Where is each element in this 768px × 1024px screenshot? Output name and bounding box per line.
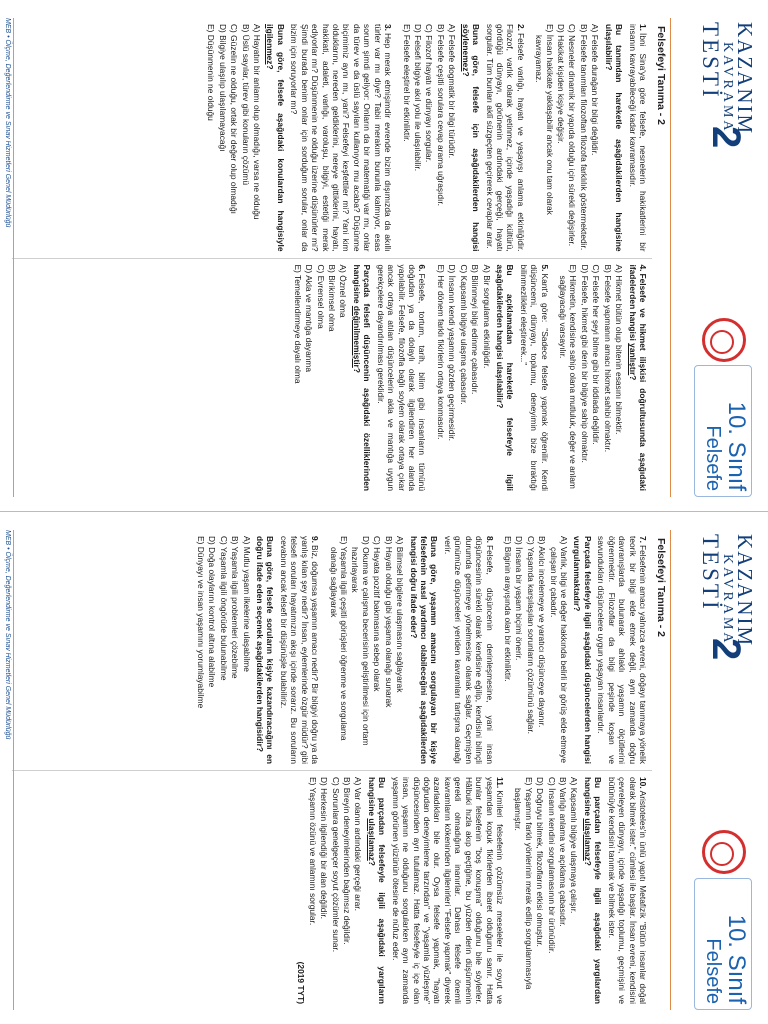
question-7 (503, 536, 648, 764)
question-number: 3. (383, 24, 394, 31)
answer-option[interactable]: A) Var olanın ardındaki gerçeği arar. (353, 777, 364, 911)
passage-text: Felsefenin amacı yalnızca evreni, doğayı tanımaya yönelik teorik bir bilgi elde etmek değil, aynı zamanda doğru davranışlarda bulunarak ahlaklı yaşamın ölçütlerini öğrenmektir. Filozoflar da bilgi peşinde koşan ve savundukları düşüncelere uygun yaşayan insanlardır. (596, 536, 648, 764)
answer-option[interactable]: C) Hayata pozitif bakmasına sebep olarak (372, 536, 383, 692)
passage-text: Felsefe varlığı, hayatı ve yaşayışı anlama etkinliğidir. Filozof, varlık olarak yetinmez, içinde yaşadığı kültürü, gördüğü dünyayı, görünenin ardındaki gerçeği, hayatı sorgular. Tüm bunları aklî süzgeçten geçirerek cevaplar arar. (484, 24, 526, 252)
question-5 (435, 265, 549, 492)
answer-option[interactable]: E) Hikmetin, kendisine sahip olana mutluluk, değer ve anlam sağlayacağı varsayılır. (558, 264, 579, 489)
answer-options (435, 265, 491, 492)
stem-text: Buna göre, felsefe soruların kişiye kazandıracağını en doğru ifade eden seçenek aşağıdakilerden hangisidir? (255, 536, 276, 764)
passage-text: Biz, doğumsa yaşamın amacı nedir? Bir bilgiyi doğru ya da yanlış kılan şey nedir? İnsan, eylemlerinde özgür müdür? gibi felsefi soruları hayatımızın akışı içinde sorarız. Bu soruların cevabını ancak felsefi bir düşünüşle bulabiliriz. (278, 536, 321, 764)
logo-line-1: KAZANIM (733, 22, 757, 136)
test-title: Felsefeyi Tanıma - 2 (655, 538, 667, 638)
stem-emphasis: yanlıştır (627, 343, 638, 376)
question-number: 4. (638, 264, 648, 272)
answer-option[interactable]: C) Sorunlara genelgeçer soyut çözümler sunar. (330, 777, 341, 953)
question-passage (484, 24, 526, 252)
answer-option[interactable]: C) İnsanın kendini sorgulamasının bir ürünüdür. (546, 777, 557, 954)
stem-text: Bu açıklamadan hareketle felsefeyle ilgili aşağıdakilerden hangisi ulaşılabilir? (494, 264, 516, 491)
kazanim-kavrama-testi-logo (680, 534, 757, 684)
grade-label (702, 402, 748, 491)
logo-number: 2 (704, 638, 748, 661)
question-number: 8. (484, 536, 495, 543)
answer-option[interactable]: D) Okuma ve çalışma becerisinin geliştirilmesi için ortam hazırlayarak (350, 536, 371, 746)
logo-line-2: KAVRAMA (720, 554, 736, 646)
answer-option[interactable]: A) Kapsamlı bilgiye ulaşmaya çalışır. (569, 777, 580, 914)
question-3 (206, 24, 393, 252)
answer-option[interactable]: B) Birikimsel olma (327, 264, 338, 332)
question-passage (596, 536, 648, 764)
answer-option[interactable]: B) Bilinmeyi bilgi edinme çabasıdır. (470, 264, 481, 395)
stem-text: Parçada felsefi düşüncenin aşağıdaki özelliklerinden hangisine (351, 264, 373, 491)
answer-option[interactable]: A) Felsefe durağan bir bilgi değildir. (590, 24, 601, 156)
answer-options (196, 536, 252, 764)
answer-option[interactable]: C) Felsefe her şeyi bilme gibi bir iddiada değildir. (591, 264, 602, 445)
stem-text: Felsefe ve hikmet ilişkisi doğrultusunda aşağıdaki ifadelerden hangisi (627, 264, 648, 491)
answer-options (307, 777, 363, 1004)
meb-seal-icon (702, 830, 746, 874)
question-passage (375, 265, 427, 492)
question-passage (390, 777, 505, 1004)
answer-option[interactable]: C) Yaşamla ilgili öngörüde bulunabilme (218, 536, 229, 681)
answer-option[interactable]: D) Felsefi bilgiye akıl yolu ile ulaşılabilir. (412, 24, 423, 172)
logo-number: 2 (704, 126, 748, 149)
answer-option[interactable]: D) Doğa olaylarını kontrol altına alabilme (207, 536, 218, 688)
answer-option[interactable]: C) Filozof hayatı ve dünyayı sorgular. (424, 24, 435, 163)
stem-emphasis: ulaşılamaz (366, 818, 377, 861)
answer-options (503, 536, 570, 764)
stem-emphasis: ulaşılamaz (582, 818, 593, 861)
answer-option[interactable]: C) Kapsamlı bilgiye ulaşma çabasıdır. (458, 264, 469, 405)
stem-text: ? (366, 860, 377, 866)
passage-text: Kant'a göre: "Sadece felsefe yapmak öğrenilir. Kendi düşüncemi, dünyayı, toplumu, deneyimin bize bıraktığı bilinmezlikleri eleştirerek..." (518, 264, 550, 491)
question-stem (603, 24, 624, 252)
passage-text: Hep merak etmişimdir evrende bizim dışımızda da akıllı türler var mı diye? Tabii merakım bununla kalmıyor, esas sorum şimdi geliyor: Onların da bir matematiği var mı, onlar da türev ve da üslü sayıları kullanıyor mu acaba? Düşünme biçimimiz aynı mı, yani? Felsefeyi keşfettiler mi? Yani kim olduklarını, nereden geldiklerini, nereye gittiklerini, hayatı, hakikati, adaleti, varlığı, varoluşu, bilgiyi, estetiği merak ediyorlar mı? Düşünmenin ne olduğu üzerine düşünürler mi? Şimdi burada benim onlar için sorduğum sorular, onlar da bizim için soruyorlar mı? (289, 24, 394, 252)
answer-option[interactable]: D) İnsanın kendi yaşamını gözden geçirmesidir. (447, 264, 458, 441)
question-number: 11. (494, 777, 505, 789)
stem-text: ? (351, 367, 362, 373)
answer-option[interactable]: B) Felsefe yapmanın amacı hikmet sahibi olmaktır. (602, 264, 613, 453)
page-footer: MEB • Ölçme, Değerlendirme ve Sınav Hizmetleri Genel Müdürlüğü (4, 18, 14, 497)
question-11 (296, 777, 505, 1004)
stem-text: ? (460, 71, 471, 77)
question-number: 10. (638, 777, 648, 789)
question-number: 9. (310, 536, 321, 543)
question-8 (328, 536, 494, 764)
answer-option[interactable]: A) Mutlu yaşam ilkelerine ulaşabilme (241, 536, 252, 672)
stem-text: ? (627, 375, 638, 381)
question-passage (518, 265, 549, 492)
question-stem (582, 777, 603, 1004)
answer-option[interactable]: E) Her dönem farklı fikirlerin ortaya konmasıdır. (435, 264, 446, 440)
question-1 (534, 24, 648, 252)
answer-option[interactable]: D) Felsefe, hikmet gibi derin bir bilgiye sahip olmaktır. (579, 264, 590, 463)
answer-option[interactable]: A) Hikmet bütün olup bitenin esasını bilmektir. (614, 264, 625, 435)
answer-option[interactable]: E) Yaşamın özünü ve anlamını sorgular. (307, 777, 318, 926)
answer-options (401, 24, 457, 252)
answer-option[interactable]: C) Güzelin ne olduğu, ortak bir değer olup olmadığı (229, 24, 240, 214)
question-stem (351, 265, 372, 492)
answer-option[interactable]: A) Bilimsel bilgilere ulaşmasını sağlayarak (395, 536, 406, 693)
passage-text: Felsefe, düşüncenin derinleşmesine, yani insan düşüncesinin sürekli olarak kendisine eğilip, kendisini bilinçli durumda getirmeye yönelmesine olanak sağlar. Geçmişten günümüze düşünceleri yeniden kavramları tartışma olanağı verir. (442, 536, 495, 764)
answer-option[interactable]: D) Herkesin ilgilendiği bir alan değildir. (319, 777, 330, 919)
kazanim-kavrama-testi-logo (680, 22, 757, 172)
answer-option[interactable]: C) Nesneler dinamik bir yapıda olduğu için sürekli değişirler. (567, 24, 578, 247)
passage-text: İbni Sina'ya göre felsefe, nesnelerin hakikatlerini bir insanın kavrayabileceği kadar kavramasıdır. (627, 24, 648, 252)
grade-label (702, 915, 748, 1004)
answer-option[interactable]: B) Varlığı anlama ve açıklama çabasıdır. (558, 777, 569, 927)
answer-option[interactable]: B) Bireyin deneyimlerinden bağımsız değildir. (342, 777, 353, 945)
stem-text: Bu tanımdan hareketle aşağıdakilerden hangisine ulaşılabilir? (603, 24, 625, 252)
stem-emphasis: değinilmemiştir (351, 305, 362, 368)
answer-options (558, 265, 625, 492)
answer-option[interactable]: A) Varlık, bilgi ve değer hakkında belirli bir görüş elde etmeye çalışan bir çabadır. (548, 536, 570, 764)
answer-option[interactable]: B) Hayatı olduğu gibi yaşama olanağı sunarak (383, 536, 394, 708)
question-10 (513, 777, 648, 1004)
stem-text: ? (582, 860, 593, 866)
answer-option[interactable]: D) Bilgiye ulaşılıp ulaşılamayacağı (217, 24, 228, 152)
answer-option[interactable]: E) İnsan hakikate yaklaşabilir ancak onu tam olarak kavrayamaz. (534, 24, 555, 215)
page-2 (0, 512, 768, 1024)
answer-options (292, 265, 348, 492)
question-9 (196, 536, 321, 764)
answer-option[interactable]: E) Felsefe eleştirel bir etkinliktir. (401, 24, 412, 142)
answer-options (328, 536, 405, 764)
stem-text: Bu parçadan felsefeyle ilgili aşağıdaki yargıların hangisine (366, 777, 388, 1004)
question-stem (255, 536, 276, 764)
test-title: Felsefeyi Tanıma - 2 (655, 26, 667, 126)
answer-options (206, 24, 262, 252)
question-6 (292, 265, 427, 492)
question-passage (289, 24, 393, 252)
question-stem (627, 265, 648, 492)
stem-emphasis: söylenemez (460, 24, 471, 72)
question-number: 7. (638, 536, 648, 543)
stem-text: Buna göre, felsefe için aşağıdakilerden hangisi (471, 24, 482, 252)
question-number: 6. (417, 264, 428, 272)
answer-option[interactable]: B) Felsefe çeşitli sorulara cevap arama uğraşıdır. (435, 24, 446, 207)
answer-option[interactable]: E) Dünyayı ve insan yaşamını yorumlayabilme (195, 536, 206, 709)
page-header (670, 18, 758, 497)
answer-option[interactable]: C) Evrensel olma (315, 264, 326, 329)
page-footer: MEB • Ölçme, Değerlendirme ve Sınav Hizmetleri Genel Müdürlüğü (4, 530, 14, 1010)
subject-text: Felsefe (702, 938, 724, 1004)
answer-option[interactable]: A) Felsefe dogmatik bir bilgi türüdür. (447, 24, 458, 159)
stem-text: Parçada felsefeyle ilgili aşağıdaki düşüncelerden hangisi vurgulanmaktadır? (572, 536, 593, 764)
stem-text: Buna göre, yaşamın amacını sorgulayan bir kişiye felsefenin nasıl yardımcı olabileceğini aşağıdakilerden hangisi doğru ifade eder? (408, 536, 440, 764)
meb-seal-icon (702, 318, 746, 362)
stem-text: Bu parçadan felsefeyle ilgili aşağıdaki yargılardan hangisine (582, 777, 604, 1004)
question-stem (408, 536, 439, 764)
question-number: 1. (638, 24, 648, 31)
logo-line-2: KAVRAMA (720, 42, 736, 134)
question-citation: (2019 TYT) (296, 961, 307, 1004)
answer-option[interactable]: D) Hakikat kişiden kişiye değişir. (556, 24, 567, 144)
answer-options (534, 24, 601, 252)
answer-option[interactable]: D) İnsana bir yaşam biçimi önerir. (514, 536, 525, 661)
answer-option[interactable]: A) Hayatın bir anlamı olup olmadığı, varsa ne olduğu (252, 24, 263, 220)
question-passage (627, 24, 648, 252)
stem-emphasis: ilgilenmez (265, 24, 276, 65)
grade-text: 10. Sınıf (723, 401, 750, 491)
question-passage (442, 536, 494, 764)
passage-text: Felsefe, tortum, tarih, bilim gibi insanların tümünü doğudan ya da dolaylı olarak ilgilendiren her alanda yapılabilir. Felsefe, filozofla bağlı soylem olarak ortaya çıkar ancak ortaya atılan düşüncelerin akla ve mantığa uygun gerekçelere dayandırılması gereklidir. (375, 264, 428, 491)
passage-text: Aristoteles'in ünlü yapıtı Metafizik "Bütün insanlar doğal olarak bilmek ister." cümlesi ile başlar. İnsan evreni, kendisini çevreleyen dünyayı, içinde yaşadığı toplumu, geçmişini ve bütünüyle kendisini tanımak ve bilmek ister. (606, 777, 648, 1004)
question-number: 2. (515, 24, 526, 31)
passage-text: Kimileri felsefenin çözümsüz meseleler ile soyut ve yaşamdan kopuk fikirlerden ibaret olduğunu sanır. Hatta bunlar felsefenin "boş konuşma" olduğunu bile söylerler. Hâlbuki hızla akıp geçtiğine, bu yüzden derin düşünmenin gerekli olmadığına inanırlar. Dahası felsefe önemli kavramların kökeninden ilgilenirleri "Felsefe yapmak" diyerek azarladıkları bile olur. Oysa felsefe yapmak, "hayatı doğrudan deneyimleme tarzından" ve "yaşamla yüzleşme" düşüncesinden ayrı tutulamaz. Hatta felsefeyle iç içe olan insan, yaşamın ne olduğunu sorgularken aynı zamanda yaşamın görünen yüzünün ötesine de nüfuz eder. (390, 777, 505, 1004)
subject-text: Felsefe (702, 425, 724, 491)
page-header (670, 530, 758, 1010)
stem-text: ? (265, 64, 276, 70)
answer-option[interactable]: E) Düşünmenin ne olduğu (206, 24, 217, 121)
answer-option[interactable]: E) Yaşamın farklı yönlerinin merak edilip sorgulanmasıyla başlamıştır. (513, 777, 534, 990)
question-4 (558, 265, 648, 492)
question-stem (460, 24, 481, 252)
question-stem (366, 777, 387, 1004)
column (12, 530, 652, 770)
question-stem (572, 536, 593, 764)
question-number: 5. (539, 264, 550, 272)
answer-option[interactable]: C) Yaşamda karşılaşılan sorunların çözümünü sağlar. (525, 536, 536, 734)
answer-option[interactable]: B) Yaşamla ilgili problemleri çözebilme (230, 536, 241, 679)
answer-option[interactable]: E) Yaşamla ilgili çeşitli görüşleri öğrenme ve sorgulama olanağı sağlayarak (328, 536, 350, 741)
question-passage (279, 536, 321, 764)
answer-option[interactable]: D) Akla ve mantığa dayanma (304, 264, 315, 373)
stem-text: Buna göre, felsefe aşağıdaki konulardan hangisiyle (275, 24, 286, 252)
column (12, 258, 652, 498)
logo-line-3: TESTİ (697, 22, 723, 100)
answer-option[interactable]: B) Felsefe tanımları filozoftan filozofa farklılık göstermektedir. (578, 24, 589, 251)
question-passage (606, 777, 648, 1004)
answer-option[interactable]: A) Bir sorgulama etkinliğidir. (481, 264, 492, 369)
answer-option[interactable]: D) Doğruyu bilmek, filozofların etkisi olmuştur. (535, 777, 546, 947)
answer-option[interactable]: E) Bilginin arayışında olan bir etkinliktir. (502, 536, 513, 682)
answer-option[interactable]: B) Akılcı incelemeye ve yaratıcı düşünceye dayanır. (537, 536, 548, 728)
column (12, 18, 652, 258)
logo-line-3: TESTİ (697, 534, 723, 612)
column (12, 770, 652, 1010)
answer-option[interactable]: E) Temellendirmeye dayalı olma (292, 264, 303, 384)
question-stem (265, 24, 286, 252)
answer-option[interactable]: A) Öznel olma (338, 264, 349, 318)
answer-options (513, 777, 580, 1004)
logo-line-1: KAZANIM (733, 534, 757, 648)
grade-text: 10. Sınıf (723, 914, 750, 1004)
answer-option[interactable]: B) Üslü sayılar, türev gibi konuların çözümü (240, 24, 251, 186)
question-stem (495, 265, 516, 492)
question-2 (401, 24, 526, 252)
